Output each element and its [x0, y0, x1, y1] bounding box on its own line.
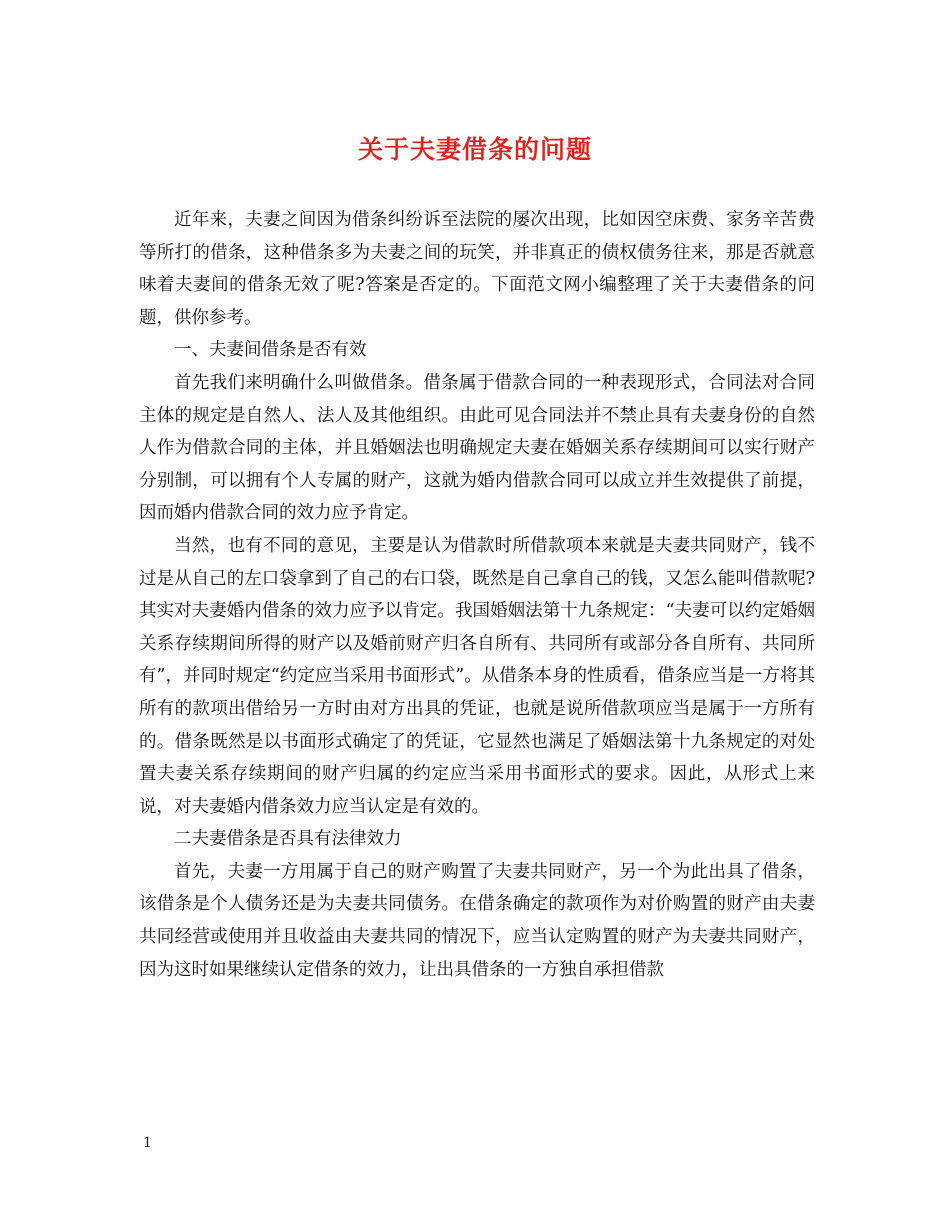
- paragraph: 首先我们来明确什么叫做借条。借条属于借款合同的一种表现形式，合同法对合同主体的规定是自然人、法人及其他组织。由此可见合同法并不禁止具有夫妻身份的自然人作为借款合同的主体，并且婚姻法也明确规定夫妻在婚姻关系存续期间可以实行财产分别制，可以拥有个人专属的财产，这就为婚内借款合同可以成立并生效提供了前提，因而婚内借款合同的效力应予肯定。: [139, 372, 815, 524]
- page-number: 1: [143, 1135, 152, 1151]
- paragraph-intro: 近年来，夫妻之间因为借条纠纷诉至法院的屡次出现，比如因空床费、家务辛苦费等所打的借条，这种借条多为夫妻之间的玩笑，并非真正的债权债务往来，那是否就意味着夫妻间的借条无效了呢?答案是否定的。下面范文网小编整理了关于夫妻借条的问题，供你参考。: [139, 210, 815, 328]
- document-title: 关于夫妻借条的问题: [357, 135, 592, 164]
- section-heading-1: 一、夫妻间借条是否有效: [174, 340, 367, 361]
- section-heading-2: 二夫妻借条是否具有法律效力: [174, 829, 402, 850]
- paragraph: 首先，夫妻一方用属于自己的财产购置了夫妻共同财产，另一个为此出具了借条，该借条是个人债务还是为夫妻共同债务。在借条确定的款项作为对价购置的财产由夫妻共同经营或使用并且收益由夫妻共同的情况下，应当认定购置的财产为夫妻共同财产，因为这时如果继续认定借条的效力，让出具借条的一方独自承担借款: [139, 861, 815, 980]
- document-body: [139, 204, 815, 986]
- paragraph: 当然，也有不同的意见，主要是认为借款时所借款项本来就是夫妻共同财产，钱不过是从自己的左口袋拿到了自己的右口袋，既然是自己拿自己的钱，又怎么能叫借款呢?其实对夫妻婚内借条的效力应予以肯定。我国婚姻法第十九条规定：“夫妻可以约定婚姻关系存续期间所得的财产以及婚前财产归各自所有、共同所有或部分各自所有、共同所有”，并同时规定“约定应当采用书面形式”。从借条本身的性质看，借条应当是一方将其所有的款项出借给另一方时由对方出具的凭证，也就是说所借款项应当是属于一方所有的。借条既然是以书面形式确定了的凭证，它显然也满足了婚姻法第十九条规定的对处置夫妻关系存续期间的财产归属的约定应当采用书面形式的要求。因此，从形式上来说，对夫妻婚内借条效力应当认定是有效的。: [139, 535, 815, 817]
